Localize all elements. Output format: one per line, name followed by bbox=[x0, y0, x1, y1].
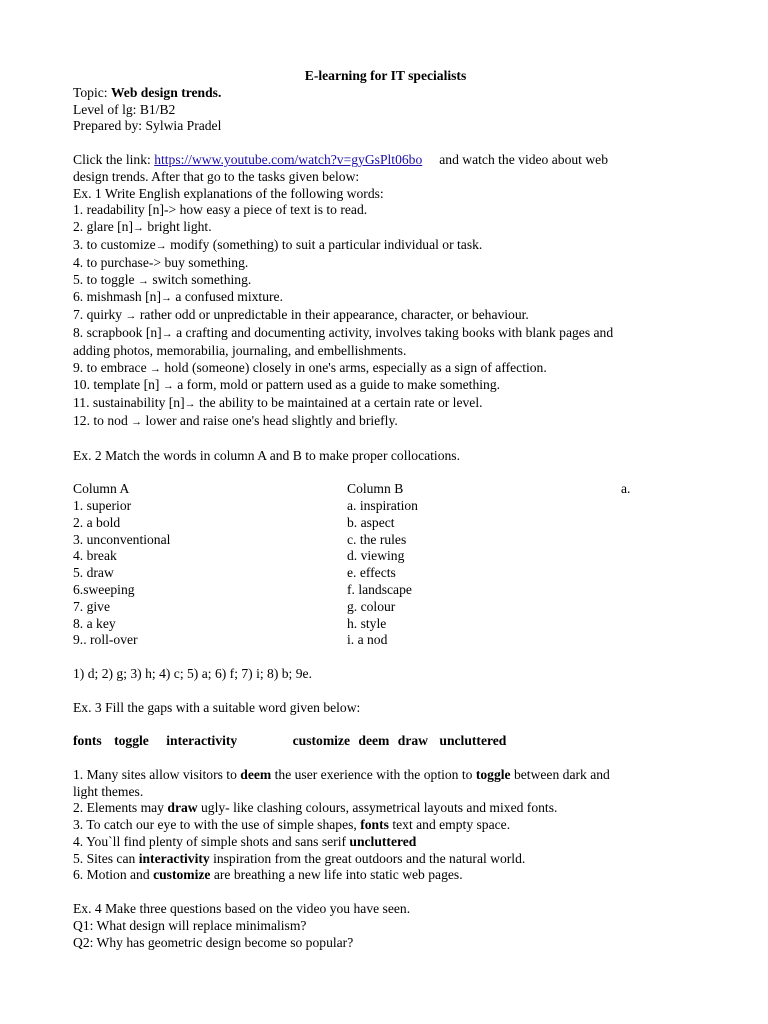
ex2-answer: 1) d; 2) g; 3) h; 4) c; 5) a; 6) f; 7) i; 8) b; 9e. bbox=[73, 665, 312, 681]
column-a bbox=[73, 481, 333, 649]
ex1-list bbox=[73, 202, 713, 430]
ex1-definition: adding photos, memorabilia, journaling, and embellishments. bbox=[73, 342, 407, 358]
s5-text: 5. Sites can bbox=[73, 850, 139, 866]
arrow-icon: → bbox=[155, 239, 167, 252]
ex3-sentence-4 bbox=[73, 834, 713, 851]
level-line: Level of lg: B1/B2 bbox=[73, 101, 176, 117]
spacer bbox=[73, 683, 713, 700]
ex1-item bbox=[73, 255, 713, 272]
column-b-item: f. landscape bbox=[347, 581, 412, 597]
s3-text-2: text and empty space. bbox=[388, 817, 511, 833]
s6-text-2: are breathing a new life into static web pages. bbox=[210, 867, 463, 883]
column-c-header: a. bbox=[621, 481, 631, 497]
spacer bbox=[73, 884, 713, 901]
word-deem: deem bbox=[358, 733, 390, 749]
column-a-item: 3. unconventional bbox=[73, 531, 171, 547]
ex1-definition: lower and raise one's head slightly and briefly. bbox=[142, 412, 398, 428]
ex3-sentence-2 bbox=[73, 800, 713, 817]
ex1-definition: rather odd or unpredictable in their appearance, character, or behaviour. bbox=[136, 307, 529, 323]
ex3-sentence-6 bbox=[73, 867, 713, 884]
arrow-icon: → bbox=[133, 222, 145, 235]
ex1-definition: a crafting and documenting activity, involves taking books with blank pages and bbox=[172, 324, 614, 340]
ex1-term: 8. scrapbook [n] bbox=[73, 324, 162, 340]
column-b-item: d. viewing bbox=[347, 548, 405, 564]
s2-text: 2. Elements may bbox=[73, 800, 168, 816]
column-a-item: 8. a key bbox=[73, 615, 116, 631]
ex1-term: 7. quirky bbox=[73, 307, 126, 323]
ex1-term: 9. to embrace bbox=[73, 359, 150, 375]
ex1-item bbox=[73, 202, 713, 219]
ex3-sentence-1-cont: light themes. bbox=[73, 783, 144, 799]
spacer bbox=[73, 431, 713, 448]
ex1-item bbox=[73, 413, 713, 431]
s1-text-2: the user exerience with the option to bbox=[271, 766, 476, 782]
ex1-item bbox=[73, 395, 713, 413]
ex1-definition: a form, mold or pattern used as a guide to make something. bbox=[173, 377, 501, 393]
ex1-term: 11. sustainability [n] bbox=[73, 395, 185, 411]
arrow-icon: → bbox=[160, 292, 172, 305]
ex1-term: 3. to customize bbox=[73, 236, 156, 252]
ex1-term: 4. to purchase-> bbox=[73, 254, 165, 270]
ex1-item bbox=[73, 360, 713, 378]
ex1-definition: hold (someone) closely in one's arms, especially as a sign of affection. bbox=[161, 359, 547, 375]
topic-line bbox=[73, 85, 713, 102]
ex4-question-1: Q1: What design will replace minimalism? bbox=[73, 917, 307, 933]
column-a-item: 9.. roll-over bbox=[73, 632, 138, 648]
column-b bbox=[347, 481, 607, 649]
ex3-sentence-1 bbox=[73, 767, 713, 784]
ex3-word-bank bbox=[73, 733, 713, 750]
s4-text: 4. You`ll find plenty of simple shots and sans serif bbox=[73, 833, 350, 849]
document-page bbox=[73, 68, 713, 951]
s3-text: 3. To catch our eye to with the use of simple shapes, bbox=[73, 817, 361, 833]
spacer bbox=[73, 649, 713, 666]
arrow-icon: → bbox=[162, 380, 174, 393]
word-draw: draw bbox=[397, 733, 428, 749]
s6-answer: customize bbox=[153, 867, 211, 883]
ex1-definition: modify (something) to suit a particular individual or task. bbox=[166, 236, 483, 252]
video-link[interactable]: https://www.youtube.com/watch?v=gyGsPlt06bo bbox=[154, 151, 423, 167]
ex1-item bbox=[73, 289, 713, 307]
s1-text-3: between dark and bbox=[510, 766, 610, 782]
ex1-term: 6. mishmash [n] bbox=[73, 289, 161, 305]
arrow-icon: → bbox=[161, 327, 173, 340]
word-fonts: fonts bbox=[73, 733, 102, 749]
s2-text-2: ugly- like clashing colours, assymetrical layouts and mixed fonts. bbox=[197, 800, 558, 816]
arrow-icon: → bbox=[131, 415, 143, 428]
column-b-item: i. a nod bbox=[347, 632, 388, 648]
column-b-item: g. colour bbox=[347, 598, 396, 614]
prepared-by-line: Prepared by: Sylwia Pradel bbox=[73, 118, 222, 134]
ex2-columns bbox=[73, 481, 713, 649]
ex1-item bbox=[73, 219, 713, 237]
ex1-term: 2. glare [n] bbox=[73, 219, 134, 235]
column-b-header: Column B bbox=[347, 481, 404, 497]
arrow-icon: → bbox=[184, 398, 196, 411]
column-a-header: Column A bbox=[73, 481, 130, 497]
arrow-icon: → bbox=[150, 362, 161, 375]
ex1-definition: switch something. bbox=[148, 271, 252, 287]
ex1-item bbox=[73, 237, 713, 255]
s6-text: 6. Motion and bbox=[73, 867, 154, 883]
column-b-item: c. the rules bbox=[347, 531, 407, 547]
topic-label: Topic: bbox=[73, 84, 111, 100]
ex1-definition: how easy a piece of text is to read. bbox=[179, 202, 368, 218]
topic-value: Web design trends. bbox=[110, 84, 222, 100]
column-b-item: a. inspiration bbox=[347, 497, 418, 513]
ex1-definition: buy something. bbox=[164, 254, 249, 270]
ex4-heading: Ex. 4 Make three questions based on the video you have seen. bbox=[73, 901, 411, 917]
ex1-heading: Ex. 1 Write English explanations of the following words: bbox=[73, 185, 384, 201]
s1-text: 1. Many sites allow visitors to bbox=[73, 766, 241, 782]
s1-answer-2: toggle bbox=[475, 766, 511, 782]
arrow-icon: → bbox=[125, 310, 137, 323]
spacer bbox=[73, 716, 713, 733]
word-uncluttered: uncluttered bbox=[439, 733, 507, 749]
s5-answer: interactivity bbox=[138, 850, 210, 866]
column-a-item: 4. break bbox=[73, 548, 117, 564]
arrow-icon: → bbox=[137, 274, 149, 287]
ex1-term: 5. to toggle bbox=[73, 271, 138, 287]
intro-line bbox=[73, 152, 713, 169]
ex1-item bbox=[73, 272, 713, 290]
ex4-question-2: Q2: Why has geometric design become so popular? bbox=[73, 934, 354, 950]
column-c bbox=[621, 481, 681, 498]
word-customize: customize bbox=[292, 733, 351, 749]
intro-line-2: design trends. After that go to the tasks given below: bbox=[73, 168, 360, 184]
column-b-item: h. style bbox=[347, 615, 387, 631]
column-a-item: 2. a bold bbox=[73, 514, 121, 530]
ex1-item bbox=[73, 307, 713, 325]
ex1-definition: the ability to be maintained at a certain rate or level. bbox=[195, 395, 483, 411]
document-title: E-learning for IT specialists bbox=[304, 68, 467, 83]
ex2-heading: Ex. 2 Match the words in column A and B to make proper collocations. bbox=[73, 447, 460, 463]
ex3-sentence-5 bbox=[73, 851, 713, 868]
column-a-item: 6.sweeping bbox=[73, 581, 135, 597]
spacer bbox=[73, 135, 713, 152]
ex1-term: 1. readability [n]-> bbox=[73, 202, 180, 218]
column-b-item: b. aspect bbox=[347, 514, 395, 530]
ex3-heading: Ex. 3 Fill the gaps with a suitable word given below: bbox=[73, 699, 361, 715]
ex1-item bbox=[73, 325, 713, 343]
intro-after-link: and watch the video about web bbox=[422, 151, 608, 167]
s4-answer: uncluttered bbox=[349, 833, 417, 849]
ex1-term: 10. template [n] bbox=[73, 377, 163, 393]
ex1-definition: bright light. bbox=[144, 219, 212, 235]
word-interactivity: interactivity bbox=[166, 733, 238, 749]
s2-answer: draw bbox=[167, 800, 198, 816]
ex1-definition: a confused mixture. bbox=[171, 289, 283, 305]
spacer bbox=[73, 750, 713, 767]
column-a-item: 1. superior bbox=[73, 497, 132, 513]
spacer bbox=[73, 464, 713, 481]
column-a-item: 5. draw bbox=[73, 565, 114, 581]
intro-before-link: Click the link: bbox=[73, 151, 155, 167]
ex1-item bbox=[73, 377, 713, 395]
ex3-sentence-3 bbox=[73, 817, 713, 834]
column-b-item: e. effects bbox=[347, 565, 396, 581]
s3-answer: fonts bbox=[360, 817, 389, 833]
word-toggle: toggle bbox=[114, 733, 149, 749]
ex1-item bbox=[73, 343, 713, 360]
s5-text-2: inspiration from the great outdoors and the natural world. bbox=[209, 850, 526, 866]
s1-answer-1: deem bbox=[240, 766, 272, 782]
column-a-item: 7. give bbox=[73, 598, 110, 614]
ex1-term: 12. to nod bbox=[73, 412, 132, 428]
